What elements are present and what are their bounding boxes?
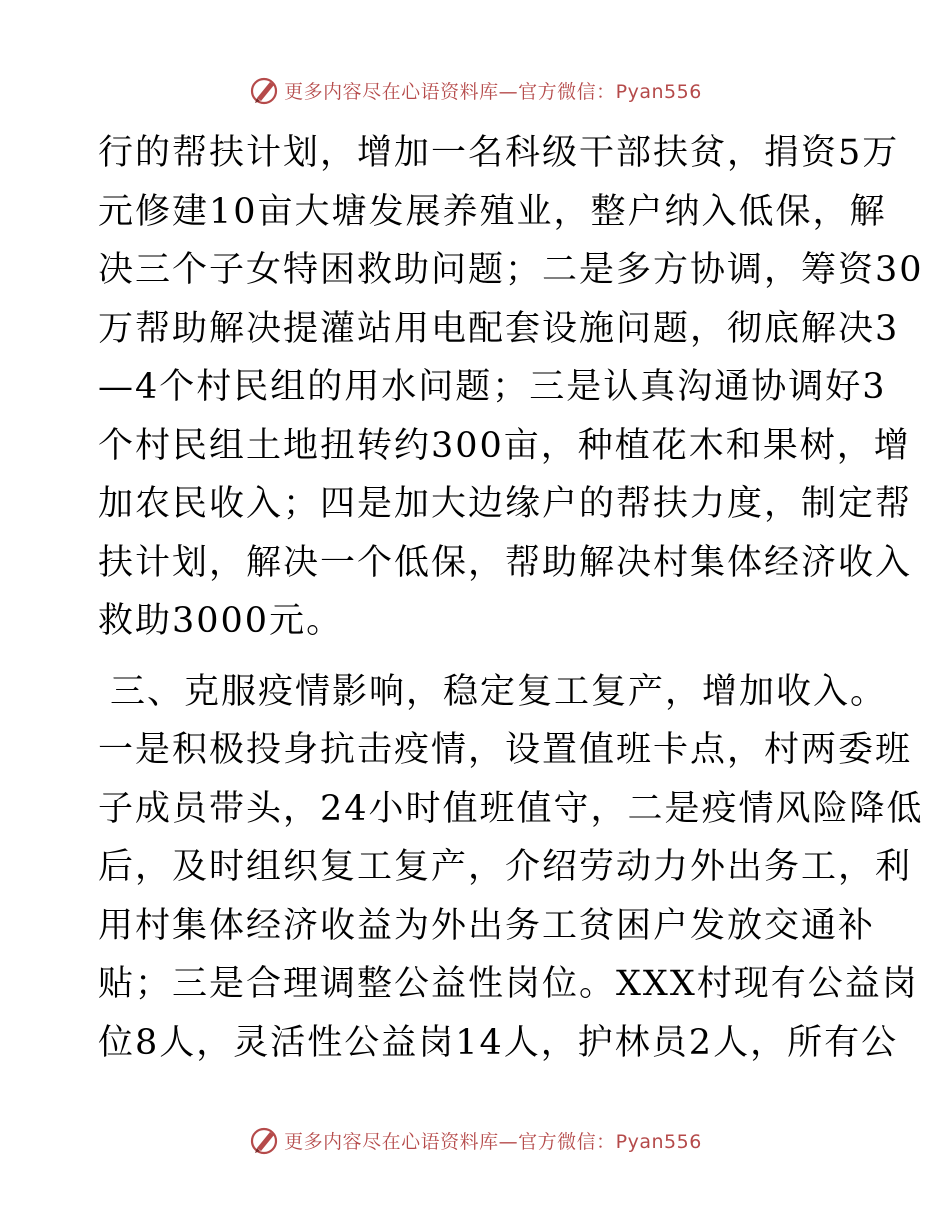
text-line: 子成员带头，24小时值班值守，二是疫情风险降低 bbox=[98, 788, 924, 829]
section-heading: 三、克服疫情影响，稳定复工复产，增加收入。 bbox=[110, 671, 888, 712]
text-line: 个村民组土地扭转约300亩，种植花木和果树，增 bbox=[98, 425, 911, 466]
text-line: 位8人，灵活性公益岗14人，护林员2人，所有公 bbox=[98, 1022, 899, 1063]
header-watermark bbox=[0, 72, 950, 108]
text-line: 救助3000元。 bbox=[98, 601, 344, 641]
paragraph-2 bbox=[98, 721, 924, 1072]
text-line: 加农民收入；四是加大边缘户的帮扶力度，制定帮 bbox=[98, 484, 913, 524]
pen-logo-icon bbox=[248, 1124, 280, 1156]
text-line: 决三个子女特困救助问题；二是多方协调，筹资30 bbox=[98, 250, 924, 290]
text-line: 行的帮扶计划，增加一名科级干部扶贫，捐资5万 bbox=[98, 133, 900, 173]
footer-watermark-text: 更多内容尽在心语资料库—官方微信：Pyan556 bbox=[284, 1130, 702, 1153]
pen-logo-icon bbox=[248, 74, 280, 106]
paragraph-1 bbox=[98, 124, 924, 651]
text-line: —4个村民组的用水问题；三是认真沟通协调好3 bbox=[98, 367, 887, 407]
text-line: 扶计划，解决一个低保，帮助解决村集体经济收入 bbox=[98, 542, 913, 583]
text-line: 后，及时组织复工复产，介绍劳动力外出务工，利 bbox=[98, 847, 913, 887]
footer-watermark bbox=[0, 1122, 950, 1158]
header-watermark-text: 更多内容尽在心语资料库—官方微信：Pyan556 bbox=[284, 80, 702, 103]
text-line: 用村集体经济收益为外出务工贫困户发放交通补 bbox=[98, 905, 876, 946]
text-line: 贴；三是合理调整公益性岗位。XXX村现有公益岗 bbox=[98, 964, 919, 1004]
text-line: 一是积极投身抗击疫情，设置值班卡点，村两委班 bbox=[98, 730, 913, 770]
document-body bbox=[98, 124, 924, 1072]
text-line: 元修建10亩大塘发展养殖业，整户纳入低保，解 bbox=[98, 191, 887, 232]
text-line: 万帮助解决提灌站用电配套设施问题，彻底解决3 bbox=[98, 308, 900, 349]
